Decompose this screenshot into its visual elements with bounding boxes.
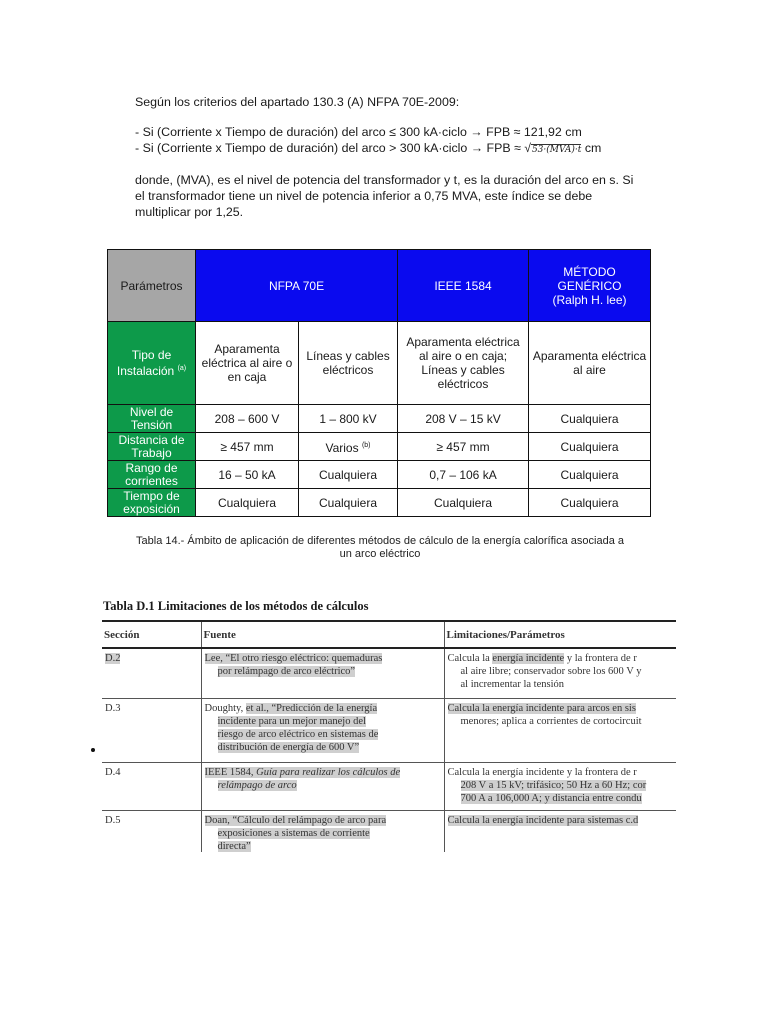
table-row <box>102 810 676 852</box>
cell: Cualquiera <box>529 461 651 489</box>
lim-text: Calcula la <box>447 653 493 664</box>
intro-line: Según los criterios del apartado 130.3 (A) NFPA 70E-2009: <box>135 95 460 109</box>
cell: ≥ 457 mm <box>196 433 299 461</box>
cell: 208 V – 15 kV <box>398 405 529 433</box>
header-metodo-line1: MÉTODO <box>563 264 616 279</box>
cell-seccion: D.3 <box>102 698 201 762</box>
cell: Aparamenta eléctrica al aire <box>529 322 651 405</box>
header-param: Parámetros <box>108 250 196 322</box>
intro-text <box>135 94 635 220</box>
cell: 0,7 – 106 kA <box>398 461 529 489</box>
table-row <box>108 489 651 517</box>
cell: Cualquiera <box>529 405 651 433</box>
table-row <box>102 648 676 698</box>
header-seccion: Sección <box>102 621 201 648</box>
lim-line: al incrementar la tensión <box>460 679 564 690</box>
table-row <box>108 322 651 405</box>
fuente-line: Lee, “El otro riesgo eléctrico: quemaduras <box>204 653 383 664</box>
row-label <box>108 322 196 405</box>
fuente-text: IEEE 1584, <box>204 766 257 778</box>
fuente-highlight: et al., “Predicción de la energía <box>245 702 378 714</box>
fuente-line: distribución de energía de 600 V” <box>217 741 360 753</box>
row-label: Distancia de Trabajo <box>108 433 196 461</box>
cell-limitaciones <box>444 698 676 762</box>
fuente-text: Doughty, <box>204 702 246 714</box>
fuente-italic: Guía para realizar los cálculos de <box>256 766 401 778</box>
header-fuente: Fuente <box>201 621 444 648</box>
cell: Aparamenta eléctrica al aire o en caja; Líneas y cables eléctricos <box>398 322 529 405</box>
header-metodo-line2: GENÉRICO <box>557 278 622 293</box>
table-row <box>108 405 651 433</box>
lim-line: 208 V a 15 kV; trifásico; 50 Hz a 60 Hz; cor <box>460 779 647 791</box>
footnote-b: (b) <box>361 441 371 449</box>
cell: Líneas y cables eléctricos <box>299 322 398 405</box>
intro-bullet-2-text: - Si (Corriente x Tiempo de duración) del arco > 300 kA·ciclo → FPB ≈ <box>135 141 521 155</box>
cell: 1 – 800 kV <box>299 405 398 433</box>
lim-highlight: energía incidente <box>492 653 565 664</box>
table-14 <box>107 249 651 517</box>
table-row <box>108 433 651 461</box>
header-metodo <box>529 250 651 322</box>
table-d1 <box>102 620 676 852</box>
table-14-caption: Tabla 14.- Ámbito de aplicación de diferentes métodos de cálculo de la energía calorífica asociada a un arco eléctrico <box>136 535 624 560</box>
cell-fuente <box>201 810 444 852</box>
table-d1-container <box>102 620 676 852</box>
cell: Aparamenta eléctrica al aire o en caja <box>196 322 299 405</box>
cell-fuente <box>201 762 444 810</box>
intro-bullet-2 <box>135 140 635 158</box>
cell-seccion <box>102 648 201 698</box>
cell-limitaciones <box>444 762 676 810</box>
cell <box>299 433 398 461</box>
cell: Cualquiera <box>299 461 398 489</box>
table-14-header <box>108 250 651 322</box>
seccion-text: D.2 <box>105 653 121 664</box>
cell-limitaciones <box>444 648 676 698</box>
cell: Cualquiera <box>398 489 529 517</box>
cell: ≥ 457 mm <box>398 433 529 461</box>
lim-line: 700 A a 106,000 A; y distancia entre condu <box>460 792 642 804</box>
cell: 16 – 50 kA <box>196 461 299 489</box>
footnote-a: (a) <box>177 364 187 372</box>
cell: Cualquiera <box>529 489 651 517</box>
intro-bullet-1: - Si (Corriente x Tiempo de duración) del arco ≤ 300 kA·ciclo → FPB ≈ 121,92 cm <box>135 125 582 139</box>
cell: Cualquiera <box>299 489 398 517</box>
cell-fuente <box>201 698 444 762</box>
cell-fuente <box>201 648 444 698</box>
cell-seccion: D.4 <box>102 762 201 810</box>
intro-bullet-2-unit: cm <box>584 141 602 155</box>
bullet-dot <box>91 748 95 752</box>
table-row <box>108 461 651 489</box>
sqrt-symbol: √ <box>524 141 531 155</box>
cell-text: Varios <box>325 440 359 455</box>
table-d1-header <box>102 621 676 648</box>
fuente-line: directa” <box>217 840 251 852</box>
cell: 208 – 600 V <box>196 405 299 433</box>
lim-text: y la frontera de r <box>564 653 637 664</box>
fuente-italic: relámpago de arco <box>217 779 297 791</box>
cell: Cualquiera <box>529 433 651 461</box>
row-label-text: Tipo de Instalación <box>116 347 175 378</box>
fuente-line: exposiciones a sistemas de corriente <box>217 827 370 839</box>
row-label: Rango de corrientes <box>108 461 196 489</box>
header-metodo-line3: (Ralph H. lee) <box>552 292 627 307</box>
row-label: Nivel de Tensión <box>108 405 196 433</box>
cell: Cualquiera <box>196 489 299 517</box>
fuente-line: riesgo de arco eléctrico en sistemas de <box>217 728 379 740</box>
lim-line: Calcula la energía incidente para sistemas c.d <box>447 814 639 826</box>
fuente-line: incidente para un mejor manejo del <box>217 715 366 727</box>
header-ieee: IEEE 1584 <box>398 250 529 322</box>
row-label: Tiempo de exposición <box>108 489 196 517</box>
lim-line: Calcula la energía incidente y la frontera de r <box>447 766 637 778</box>
lim-line: menores; aplica a corrientes de cortocircuit <box>460 715 642 727</box>
lim-line: Calcula la energía incidente para arcos en sis <box>447 702 636 714</box>
fuente-line: Doan, “Cálculo del relámpago de arco para <box>204 814 387 826</box>
table-d1-title: Tabla D.1 Limitaciones de los métodos de cálculos <box>103 599 369 613</box>
lim-line: al aire libre; conservador sobre los 600 V y <box>460 666 642 677</box>
intro-paragraph: donde, (MVA), es el nivel de potencia del transformador y t, es la duración del arco en s. Si el transformador tiene un nivel de potencia inferior a 0,75 MVA, este índice se debe multiplicar por 1,25. <box>135 173 634 219</box>
table-row <box>102 762 676 810</box>
sqrt-formula: 53·(MVA)·t <box>531 145 582 155</box>
table-row <box>102 698 676 762</box>
fuente-line: por relámpago de arco eléctrico” <box>217 666 356 677</box>
header-nfpa: NFPA 70E <box>196 250 398 322</box>
cell-seccion: D.5 <box>102 810 201 852</box>
header-limitaciones: Limitaciones/Parámetros <box>444 621 676 648</box>
cell-limitaciones <box>444 810 676 852</box>
